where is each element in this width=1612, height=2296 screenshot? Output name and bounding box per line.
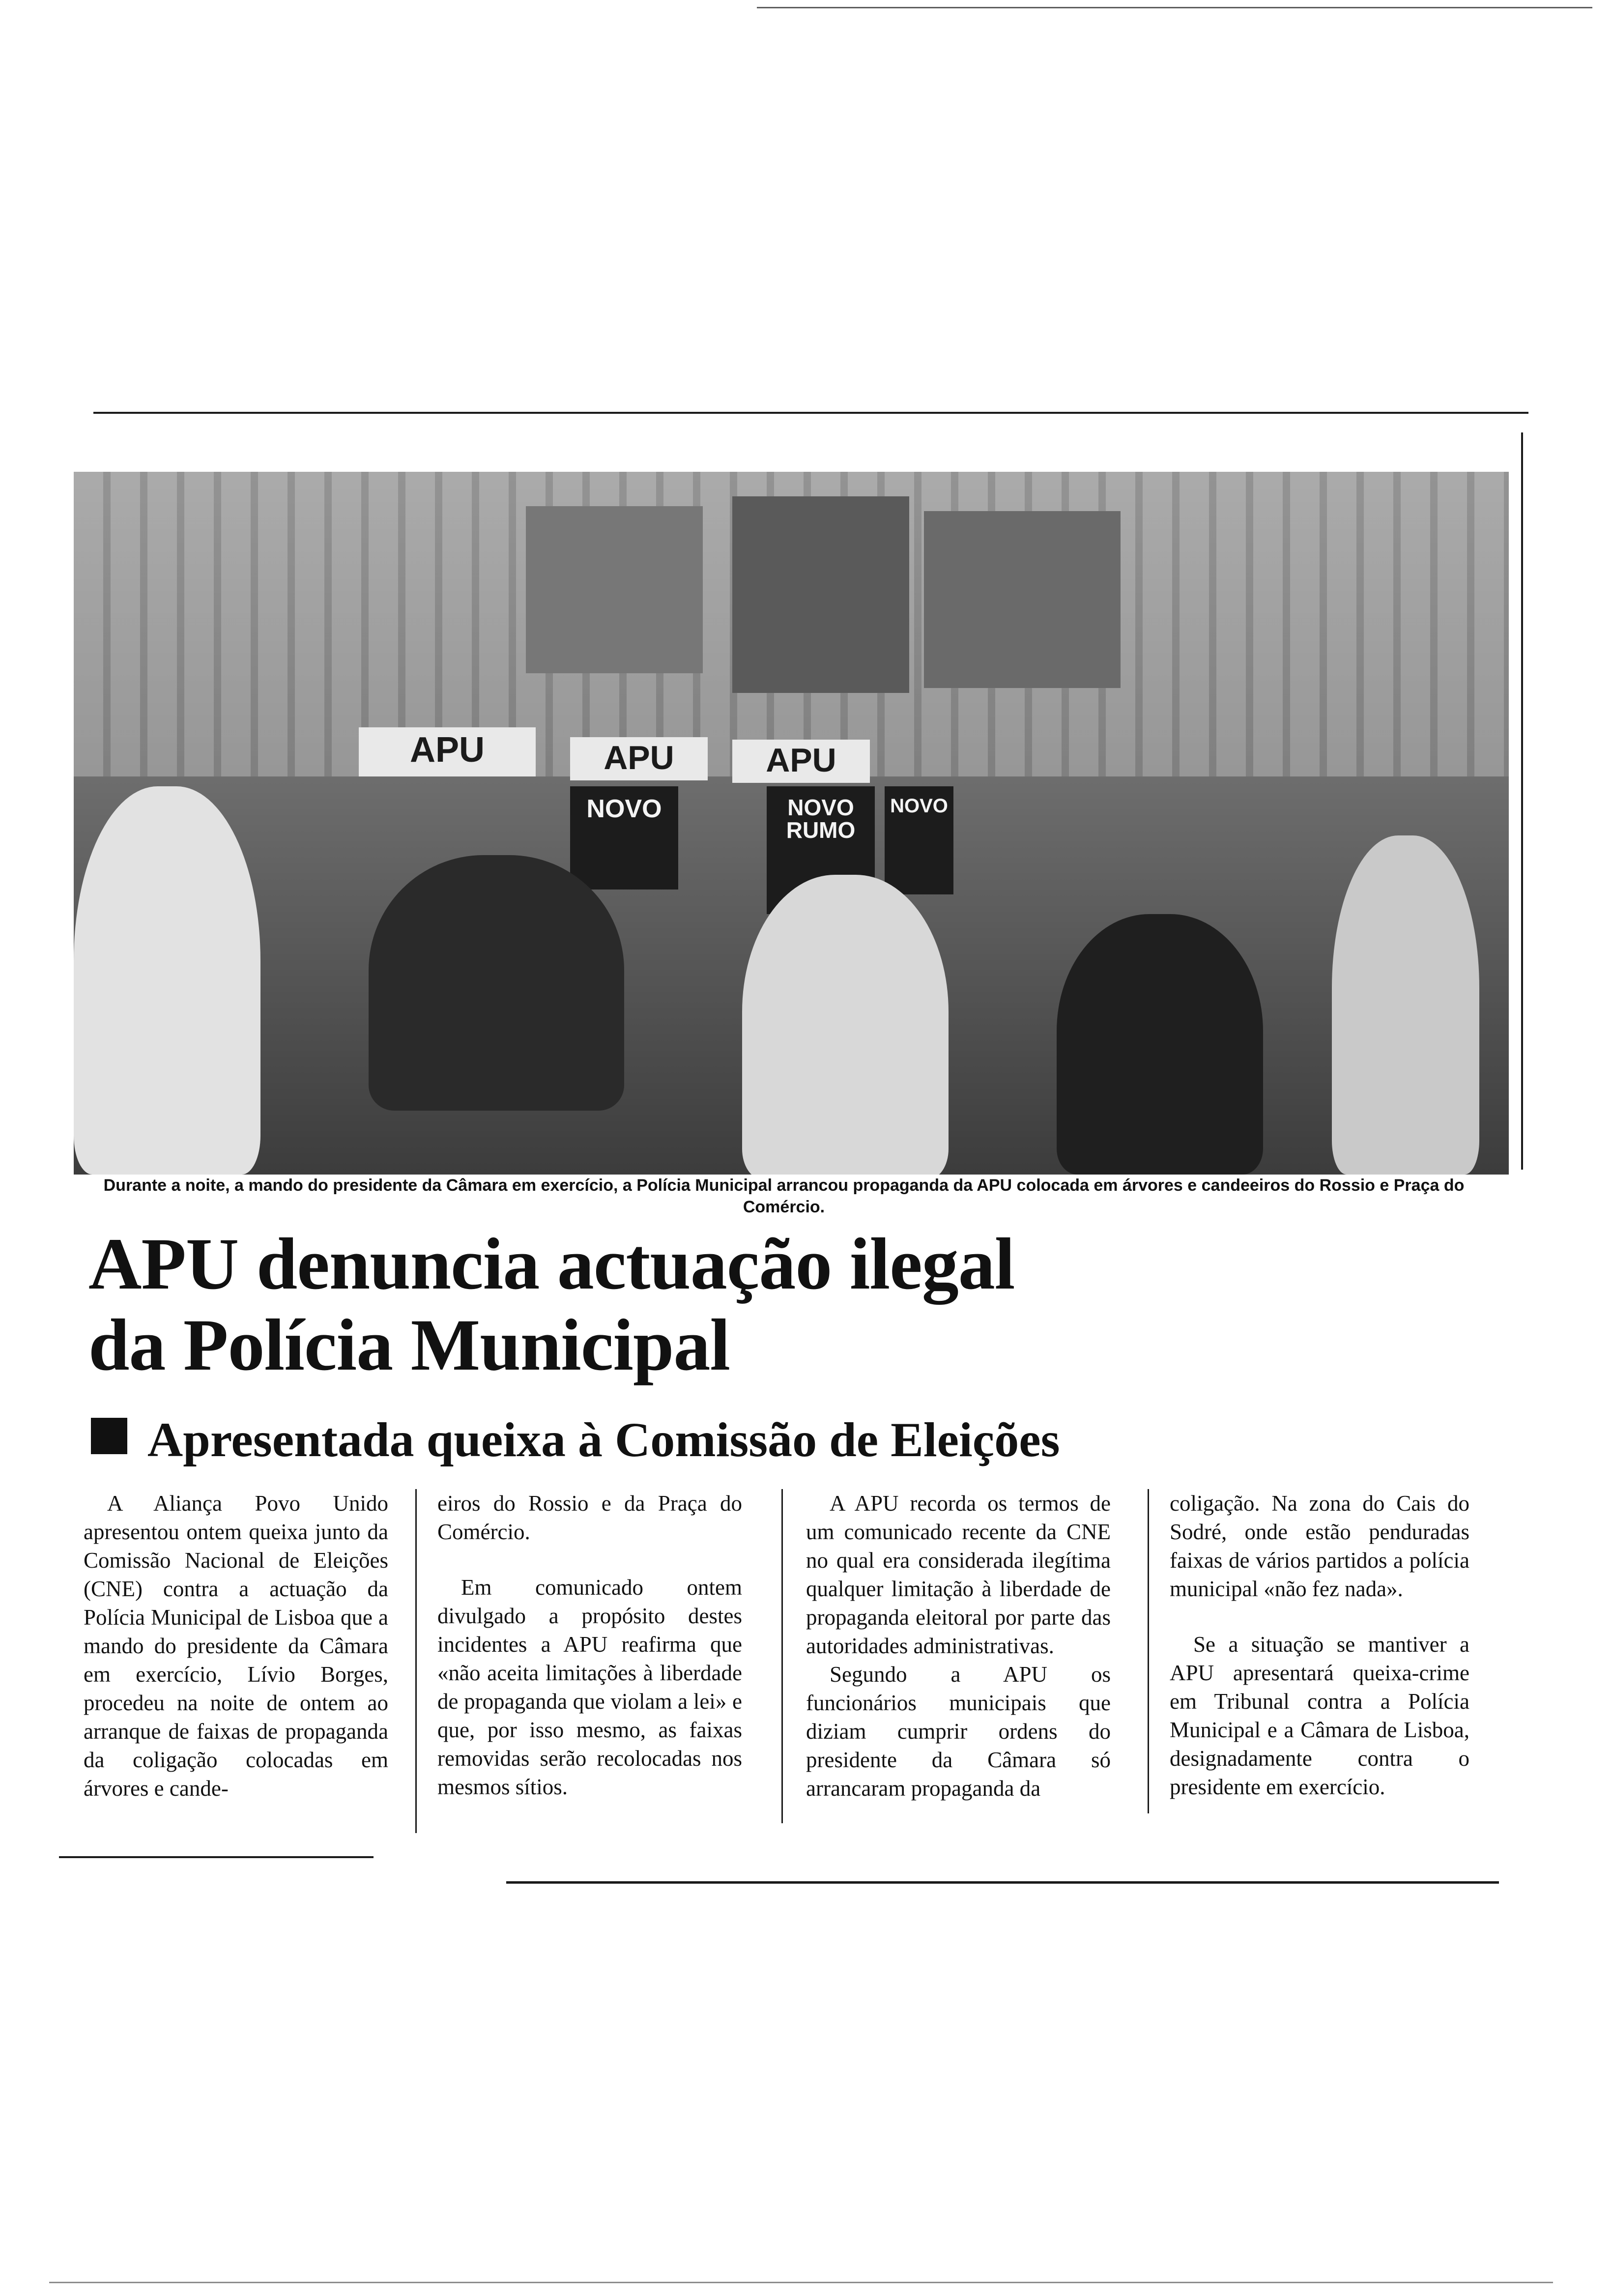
photo-banner-apu-3: APU <box>732 740 870 783</box>
column-divider-1 <box>415 1489 417 1833</box>
right-border-rule <box>1521 432 1523 1170</box>
photo-person-right <box>1332 835 1479 1175</box>
col2-paragraph-1: eiros do Rossio e da Praça do Comércio. <box>437 1491 742 1544</box>
subhead-bullet-square <box>91 1418 127 1454</box>
top-border-rule <box>93 412 1528 414</box>
article-subheadline: Apresentada queixa à Comissão de Eleições <box>147 1412 1060 1467</box>
col1-paragraph-1: A Aliança Povo Unido apresentou ontem queixa junto da Comissão Nacional de Eleições (CNE) contra a actuação da Polícia Municipal de Lisboa que a mando do presidente da Câmara em exercício, Lívio Borges, procedeu na noite de ontem ao arranque de faixas de propaganda da coligação colocadas em árvores e cande- <box>84 1491 388 1801</box>
news-photo <box>74 472 1509 1175</box>
article-column-4 <box>1170 1489 1469 1828</box>
top-edge-rule <box>757 7 1592 8</box>
photo-wall-board-2 <box>924 511 1121 688</box>
photo-poster-3: NOVO <box>885 786 953 894</box>
photo-person-mid <box>1057 914 1263 1175</box>
photo-person-arch <box>369 855 624 1111</box>
article-headline <box>88 1224 1465 1386</box>
photo-caption: Durante a noite, a mando do presidente da Câmara em exercício, a Polícia Municipal arrancou propaganda da APU colocada em árvores e candeeiros do Rossio e Praça do Comércio. <box>103 1176 1465 1216</box>
photo-poster-1: NOVO <box>570 786 678 890</box>
footer-noise-rule <box>49 2282 1553 2283</box>
headline-line-2: da Polícia Municipal <box>88 1304 730 1386</box>
headline-line-1: APU denuncia actuação ilegal <box>88 1223 1015 1305</box>
bottom-rule-left <box>59 1856 374 1858</box>
article-column-1 <box>84 1489 388 1830</box>
col3-paragraph-2: Segundo a APU os funcionários municipais que diziam cumprir ordens do presidente da Câmara só arrancaram propaganda da <box>806 1662 1111 1801</box>
column-divider-2 <box>781 1489 783 1823</box>
photo-person-left <box>74 786 260 1175</box>
col4-paragraph-2: Se a situação se mantiver a APU apresentará queixa-crime em Tribunal contra a Polícia Municipal e a Câmara de Lisboa, designadamente contra o presidente em exercício. <box>1170 1632 1469 1799</box>
col2-paragraph-2: Em comunicado ontem divulgado a propósito destes incidentes a APU reafirma que «não aceita limitações à liberdade de propaganda que violam a lei» e que, por isso mesmo, as faixas removidas serão recolocadas nos mesmos sítios. <box>437 1575 742 1799</box>
article-column-2 <box>437 1489 742 1828</box>
photo-person-center <box>742 875 949 1175</box>
photo-wall-board-3 <box>526 506 703 673</box>
bottom-rule-right <box>506 1881 1499 1884</box>
photo-wall-board-1 <box>732 496 909 693</box>
photo-poster-2: NOVO RUMO <box>767 786 875 914</box>
article-column-3 <box>806 1489 1111 1830</box>
col3-paragraph-1: A APU recorda os termos de um comunicado recente da CNE no qual era considerada ilegítima qualquer limitação à liberdade de propaganda eleitoral por parte das autoridades administrativas. <box>806 1491 1111 1658</box>
col4-paragraph-1: coligação. Na zona do Cais do Sodré, onde estão penduradas faixas de vários partidos a polícia municipal «não fez nada». <box>1170 1491 1469 1601</box>
photo-banner-apu-2: APU <box>570 737 708 780</box>
photo-banner-apu-1: APU <box>359 727 536 776</box>
column-divider-3 <box>1148 1489 1149 1813</box>
